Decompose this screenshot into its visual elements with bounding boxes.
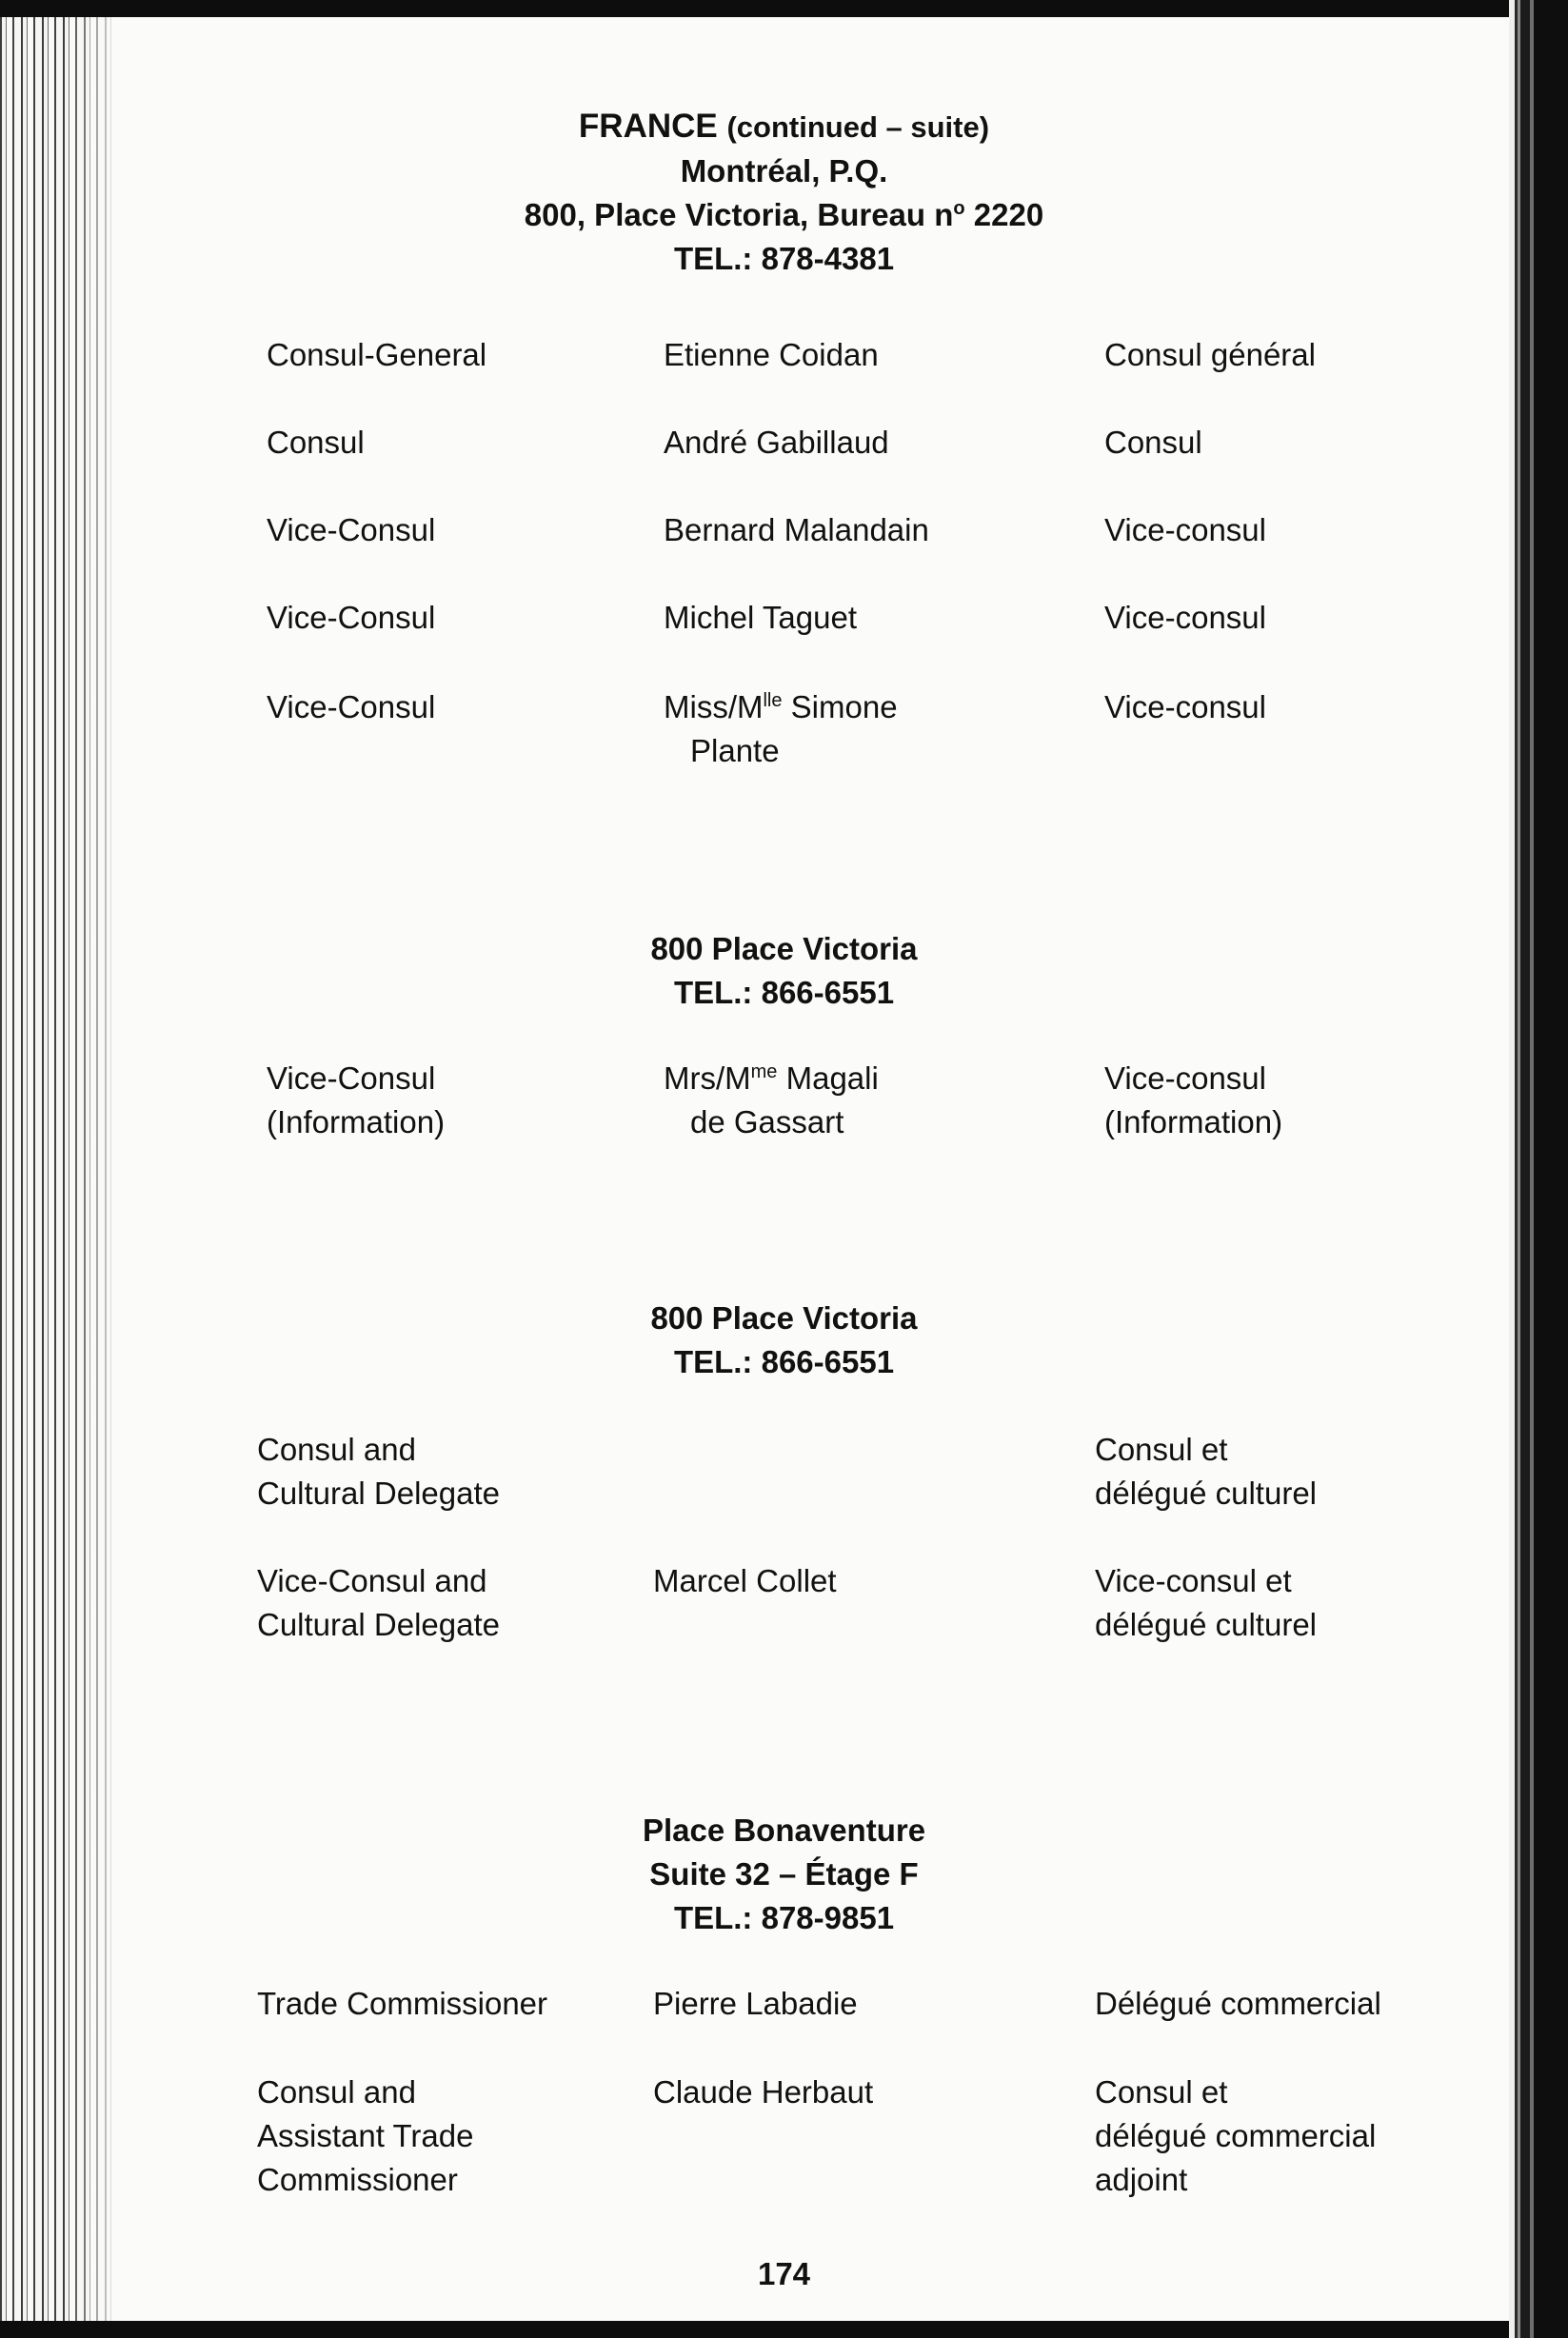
person-name: Michel Taguet [664, 600, 858, 635]
title-fr-line-2: délégué culturel [1095, 1476, 1317, 1511]
title-fr-line-3: adjoint [1095, 2162, 1188, 2197]
title-fr [1095, 1428, 1317, 1516]
address-sup: o [953, 198, 965, 219]
title-en-line-2: Cultural Delegate [257, 1476, 500, 1511]
title-fr: Délégué commercial [1095, 1986, 1381, 2021]
scan-top-border [0, 0, 1568, 17]
title-fr-line-2: (Information) [1104, 1104, 1283, 1139]
title-en-line-1: Consul and [257, 2074, 416, 2110]
page-number: 174 [757, 2256, 811, 2291]
title-fr-line-2: délégué commercial [1095, 2118, 1377, 2153]
address-text: 800, Place Victoria, Bureau n [524, 197, 954, 232]
title-en: Vice-Consul [267, 689, 436, 724]
person-name [664, 685, 898, 773]
continued-label: (continued – suite) [726, 110, 990, 144]
name-line-2: Plante [690, 733, 780, 768]
title-en: Consul-General [267, 337, 487, 372]
section4-suite: Suite 32 – Étage F [649, 1856, 919, 1892]
title-en [257, 2071, 473, 2202]
title-fr-line-2: délégué culturel [1095, 1607, 1317, 1642]
city: Montréal, P.Q. [680, 153, 888, 188]
person-name: Marcel Collet [653, 1563, 837, 1598]
title-en [257, 1559, 500, 1647]
person-name: Claude Herbaut [653, 2074, 874, 2110]
first-name: Simone [782, 689, 898, 724]
name-prefix: Miss/M [664, 689, 764, 724]
title-line [0, 105, 1568, 149]
title-en: Trade Commissioner [257, 1986, 548, 2021]
person-name: Bernard Malandain [664, 512, 929, 547]
person-name: Pierre Labadie [653, 1986, 858, 2021]
title-fr-line-1: Vice-consul [1104, 1060, 1266, 1096]
section2-header [0, 927, 1568, 1015]
title-en-line-1: Vice-Consul [267, 1060, 436, 1096]
section4-address: Place Bonaventure [642, 1813, 926, 1848]
section4-telephone: TEL.: 878-9851 [673, 1900, 895, 1935]
title-en: Vice-Consul [267, 512, 436, 547]
title-fr [1095, 2071, 1376, 2202]
section4-header [0, 1809, 1568, 1940]
title-en-line-1: Consul and [257, 1432, 416, 1467]
name-line-2: de Gassart [690, 1104, 844, 1139]
name-line-1 [664, 1057, 879, 1100]
title-en-line-2: Assistant Trade [257, 2118, 474, 2153]
name-sup: lle [763, 690, 783, 711]
title-en [257, 1428, 500, 1516]
book-right-edge [1509, 0, 1568, 2338]
title-fr-line-1: Consul et [1095, 2074, 1228, 2110]
title-en: Consul [267, 425, 365, 460]
section3-telephone: TEL.: 866-6551 [673, 1344, 895, 1379]
title-fr-line-1: Vice-consul et [1095, 1563, 1292, 1598]
title-fr: Vice-consul [1104, 600, 1266, 635]
title-en-line-1: Vice-Consul and [257, 1563, 487, 1598]
title-fr [1104, 1057, 1282, 1144]
name-prefix: Mrs/M [664, 1060, 751, 1096]
person-name: Etienne Coidan [664, 337, 879, 372]
title-fr-line-1: Consul et [1095, 1432, 1228, 1467]
address-number: 2220 [964, 197, 1044, 232]
section3-header [0, 1297, 1568, 1384]
title-en [267, 1057, 445, 1144]
name-line-1 [664, 685, 898, 729]
section2-address: 800 Place Victoria [650, 931, 918, 966]
address [0, 193, 1568, 237]
spine-fade [67, 0, 124, 2338]
name-sup: me [750, 1061, 778, 1082]
person-name [664, 1057, 879, 1144]
scan-bottom-border [0, 2321, 1568, 2338]
title-en-line-2: (Information) [267, 1104, 446, 1139]
person-name: André Gabillaud [664, 425, 889, 460]
country-title: FRANCE [578, 108, 718, 145]
title-en-line-2: Cultural Delegate [257, 1607, 500, 1642]
title-en-line-3: Commissioner [257, 2162, 458, 2197]
title-fr: Vice-consul [1104, 512, 1266, 547]
first-name: Magali [777, 1060, 879, 1096]
title-fr [1095, 1559, 1317, 1647]
title-fr: Consul général [1104, 337, 1316, 372]
title-fr: Vice-consul [1104, 689, 1266, 724]
title-fr: Consul [1104, 425, 1202, 460]
telephone: TEL.: 878-4381 [673, 241, 895, 276]
section3-address: 800 Place Victoria [650, 1300, 918, 1336]
section2-telephone: TEL.: 866-6551 [673, 975, 895, 1010]
page-header [0, 105, 1568, 281]
title-en: Vice-Consul [267, 600, 436, 635]
